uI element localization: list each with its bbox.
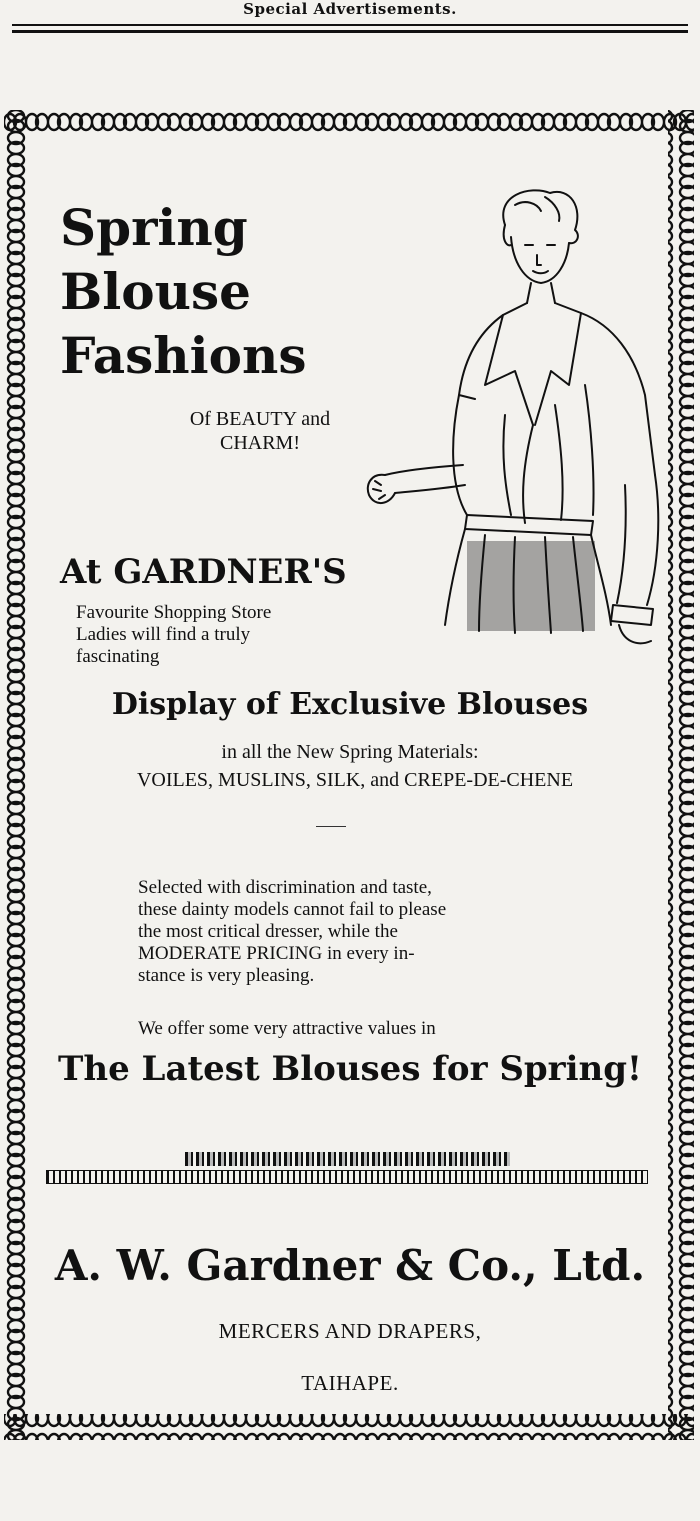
tagline-line-2: CHARM!	[219, 432, 300, 454]
display-heading: Display of Exclusive Blouses	[111, 687, 589, 722]
header-rule-bottom	[12, 30, 688, 33]
tagline-line-1: Of BEAUTY and	[189, 408, 331, 430]
company-location: TAIHAPE.	[301, 1371, 399, 1395]
section-header: Special Advertisements.	[243, 0, 457, 18]
store-heading: At GARDNER'S	[60, 552, 347, 592]
woman-blouse-illustration	[355, 185, 665, 655]
description-line-2: these dainty models cannot fail to please	[138, 899, 447, 920]
offer-intro: We offer some very attractive values in	[138, 1018, 436, 1039]
materials-list: VOILES, MUSLINS, SILK, and CREPE-DE-CHENE	[136, 769, 574, 791]
description-line-1: Selected with discrimination and taste,	[138, 877, 432, 898]
headline-line-blouse: Blouse	[60, 262, 251, 321]
header-rule-top	[12, 24, 688, 26]
store-intro-line-1: Favourite Shopping Store	[76, 602, 272, 623]
description-line-5: stance is very pleasing.	[138, 965, 315, 986]
headline-line-fashions: Fashions	[60, 326, 307, 385]
ornamental-rule	[46, 1170, 648, 1184]
headline-line-spring: Spring	[60, 198, 248, 257]
materials-intro: in all the New Spring Materials:	[221, 741, 479, 763]
company-trade: MERCERS AND DRAPERS,	[218, 1319, 482, 1343]
description-line-4: MODERATE PRICING in every in-	[138, 943, 415, 964]
store-intro-line-2: Ladies will find a truly	[76, 624, 251, 645]
company-name: A. W. Gardner & Co., Ltd.	[54, 1241, 646, 1290]
small-divider	[316, 826, 346, 827]
store-intro-line-3: fascinating	[76, 646, 160, 667]
decorative-band	[185, 1152, 510, 1166]
description-line-3: the most critical dresser, while the	[138, 921, 398, 942]
offer-heading: The Latest Blouses for Spring!	[58, 1049, 642, 1089]
